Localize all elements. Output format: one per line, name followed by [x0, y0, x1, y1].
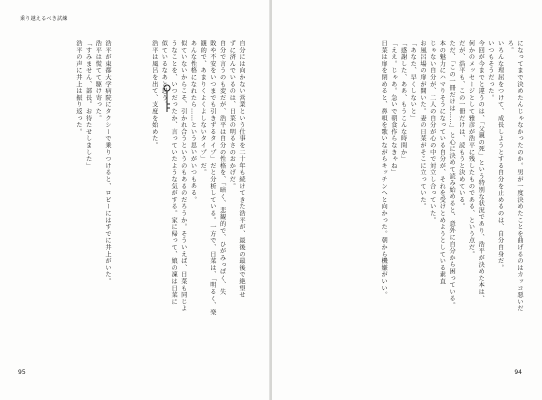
left-page	[0, 0, 270, 400]
left-page-body-bottom: 浩平が東都大学病院にタクシーで乗りつけると、ロビーにはすでに井上がいた。 浩平は慌てて駆け寄った。 「すみません、部長。お待たせしました」 浩平の声に井上は振り返った。	[74, 40, 111, 285]
running-head: 乗り越えるべき試練	[20, 16, 68, 22]
page-number-left: 95	[18, 369, 26, 376]
right-page	[272, 0, 542, 400]
right-page-body: になってまで決めたんじゃなかったのか。男が一度決めたことを曲げるのはカッコ悪いだ ろ。 いろんな理屈をつけて、成長しようとする自分を止めるのは、自分自身だ。 いつもそうだった。 今回が今までと違うのは、「父親の死」という特別な状況であり、浩平が決めた本は、 何かのメッセージとして雅彦が浩平に残したものである、という点だ。 だが、浩平も、この一冊だけは、読もうと決めている。 ただ、「この一冊だけは……」と心に決めて読み始めると、意外に自分から困っている。 本の魅力にハマりそうになっている自分が、それを受けとめようとしている素直 じゃない自分が、二人の自分が心の中で対立し合っていた。 お風呂場の扉が開いた。妻の日菜がそこに立っていた。 「あなた、早くしないと」 「感謝した、ああ、もうこんな時間か」 「ええ。じゃあ。急いで朝食作らなきゃね」 日菜は扉を閉めると、鼻唄を歌いながらキッチンへと向かった。朝から機嫌がいい。	[380, 40, 523, 312]
scene-break-key-icon	[162, 84, 172, 114]
left-page-body-top: 自分には向かない営業という仕事を二十年も続けてきた浩平が、最後の最後で絶望せ ずに済んでいるのは、日菜の明るさのおかげだ。 自分で言うのも変だが、浩平は自分の性格を、「暗く、悲観的で、ひがみっぽく、失 敗や不安をいつまでも引きずるタイプ」だと分析している。一方で、日菜は、「明るく、楽 観的で、あまりくよくよしないタイプ」だ。 あんな性格になれたら……という思いがいつもある。 似ていないからこそ、引かれ合うというのもあるのだろうか。そういえば、日菜も同じよ うなことを、いつだったか、言っていたような気がする。家に帰って、娘の凜は日菜に 似ているなあと思う。 浩平は風呂を出て、支度を始めた。	[150, 40, 245, 316]
page-number-right: 94	[514, 369, 522, 376]
